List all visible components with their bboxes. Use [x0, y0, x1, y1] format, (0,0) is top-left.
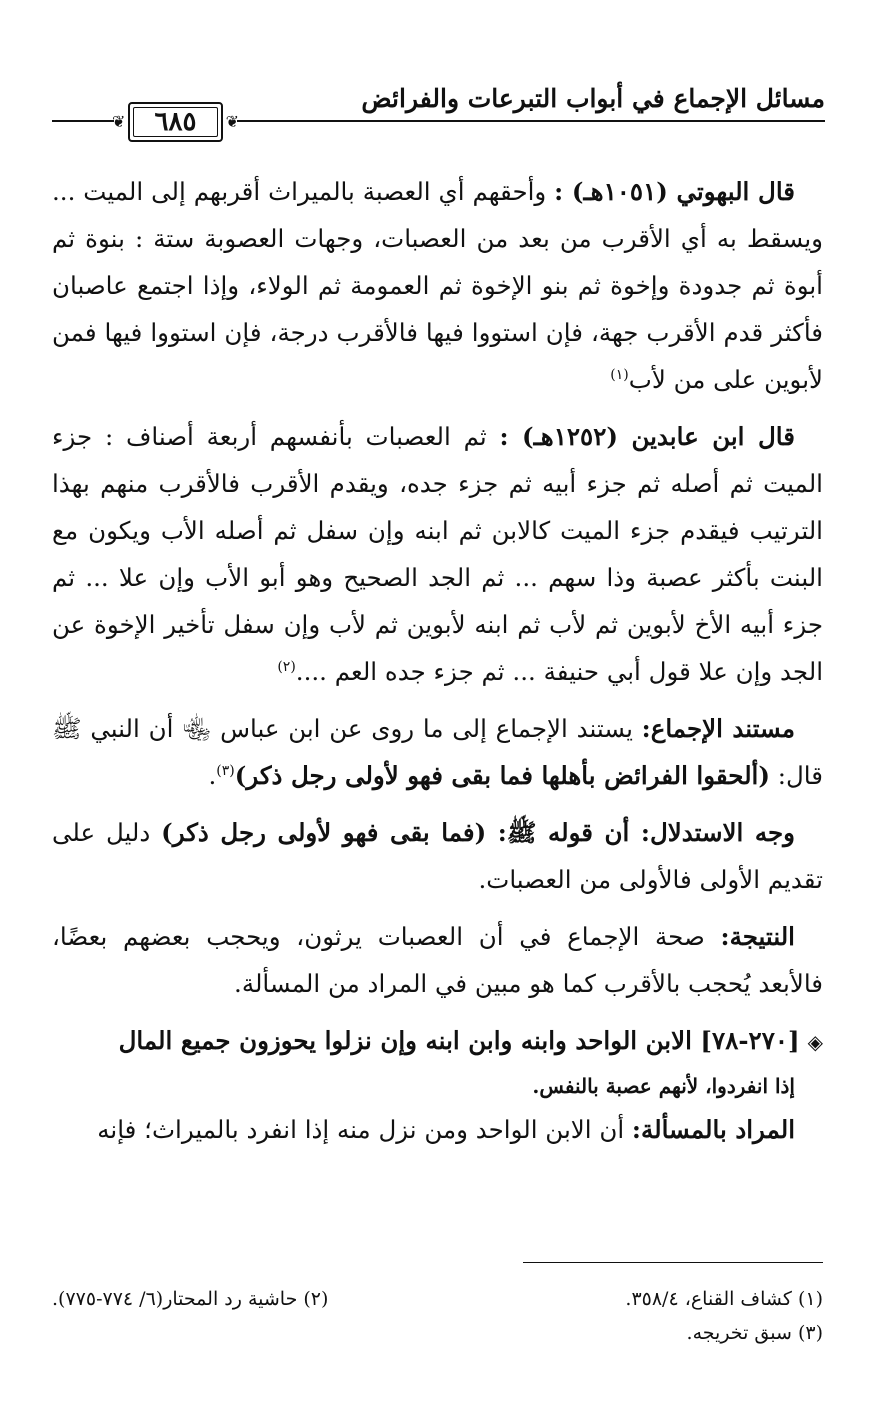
footnote-row — [52, 1282, 823, 1316]
paragraph-lead: وجه الاستدلال: أن قوله ﷺ: (فما بقى فهو لأولى رجل ذكر) — [161, 818, 795, 847]
paragraph-text: يستند الإجماع إلى ما روى عن ابن عباس ﵄ أن النبي ﷺ قال: — [52, 714, 823, 790]
paragraph-text: أن الابن الواحد ومن نزل منه إذا انفرد بالميراث؛ فإنه — [97, 1115, 632, 1144]
paragraph-lead: مستند الإجماع: — [641, 714, 796, 743]
footnote-1: (١) كشاف القناع، ٣٥٨/٤. — [625, 1288, 823, 1310]
footnote-marker: (٣) — [216, 762, 235, 779]
paragraph-end: . — [208, 761, 217, 790]
page-number: ٦٨٥ — [154, 107, 197, 137]
body-text — [52, 168, 823, 1163]
footnote-marker: (١) — [610, 366, 629, 383]
paragraph-inference — [52, 809, 823, 903]
paragraph-result — [52, 913, 823, 1007]
header-rule — [52, 80, 825, 150]
ornament-left-icon: ❦ — [112, 112, 126, 131]
paragraph-evidence — [52, 705, 823, 799]
paragraph-bahuti — [52, 168, 823, 403]
paragraph-meaning — [52, 1106, 823, 1153]
footnotes — [52, 1282, 823, 1350]
issue-heading-text: [٢٧٠-٧٨] الابن الواحد وابنه وابن ابنه وإن نزلوا يحوزون جميع المال — [118, 1026, 800, 1055]
ornament-right-icon: ❦ — [225, 112, 239, 131]
footnote-3: (٣) سبق تخريجه. — [686, 1322, 823, 1344]
rule-line-left — [52, 120, 114, 122]
paragraph-lead: المراد بالمسألة: — [631, 1115, 795, 1144]
paragraph-lead: قال البهوتي (١٠٥١هـ) : — [554, 177, 796, 206]
paragraph-text: ثم العصبات بأنفسهم أربعة أصناف : جزء الميت ثم أصله ثم جزء أبيه ثم جزء جده، ويقدم الأقرب فالأقرب منهم بهذا الترتيب فيقدم جزء الميت كالابن ثم ابنه وإن سفل ثم أصله الأب ويكون مع البنت بأكثر عصبة وذا سهم ... ثم الجد الصحيح وهو أبو الأب وإن علا ... ثم جزء أبيه الأخ لأبوين ثم لأب ثم ابنه لأبوين ثم لأب وإن سفل تأخير الإخوة عن الجد وإن علا قول أبي حنيفة ... ثم جزء جده العم .... — [52, 422, 823, 686]
paragraph-ibn-abidin — [52, 413, 823, 695]
paragraph-text: صحة الإجماع في أن العصبات يرثون، ويحجب بعضهم بعضًا، فالأبعد يُحجب بالأقرب كما هو مبين في المراد من المسألة. — [52, 922, 823, 998]
paragraph-text: دليل على تقديم الأولى فالأولى من العصبات. — [52, 818, 823, 894]
footnote-row — [52, 1316, 823, 1350]
hadith-quote: (ألحقوا الفرائض بأهلها فما بقى فهو لأولى رجل ذكر) — [234, 761, 770, 790]
paragraph-lead: النتيجة: — [720, 922, 795, 951]
footnote-2: (٢) حاشية رد المحتار(٦/ ٧٧٤-٧٧٥). — [52, 1288, 329, 1310]
footnote-marker: (٢) — [277, 658, 296, 675]
page-number-box — [128, 102, 223, 142]
rule-line-right — [237, 120, 825, 122]
paragraph-lead: قال ابن عابدين (١٢٥٢هـ) : — [499, 422, 795, 451]
issue-heading — [52, 1017, 823, 1066]
issue-heading-continuation: إذا انفردوا، لأنهم عصبة بالنفس. — [532, 1074, 795, 1098]
page-number-frame — [114, 102, 237, 142]
footnote-separator — [523, 1262, 823, 1263]
diamond-bullet-icon: ◈ — [807, 1030, 823, 1054]
running-title: مسائل الإجماع في أبواب التبرعات والفرائض — [361, 84, 825, 113]
paragraph-text: وأحقهم أي العصبة بالميراث أقربهم إلى الميت ... ويسقط به أي الأقرب من بعد من العصبات، وجهات العصوبة ستة : بنوة ثم أبوة ثم جدودة وإخوة ثم بنو الإخوة ثم العمومة ثم الولاء، وإذا اجتمع عاصبان فأكثر قدم الأقرب جهة، فإن استووا فيها فالأقرب درجة، فإن استووا فيها فمن لأبوين على من لأب — [52, 177, 823, 394]
